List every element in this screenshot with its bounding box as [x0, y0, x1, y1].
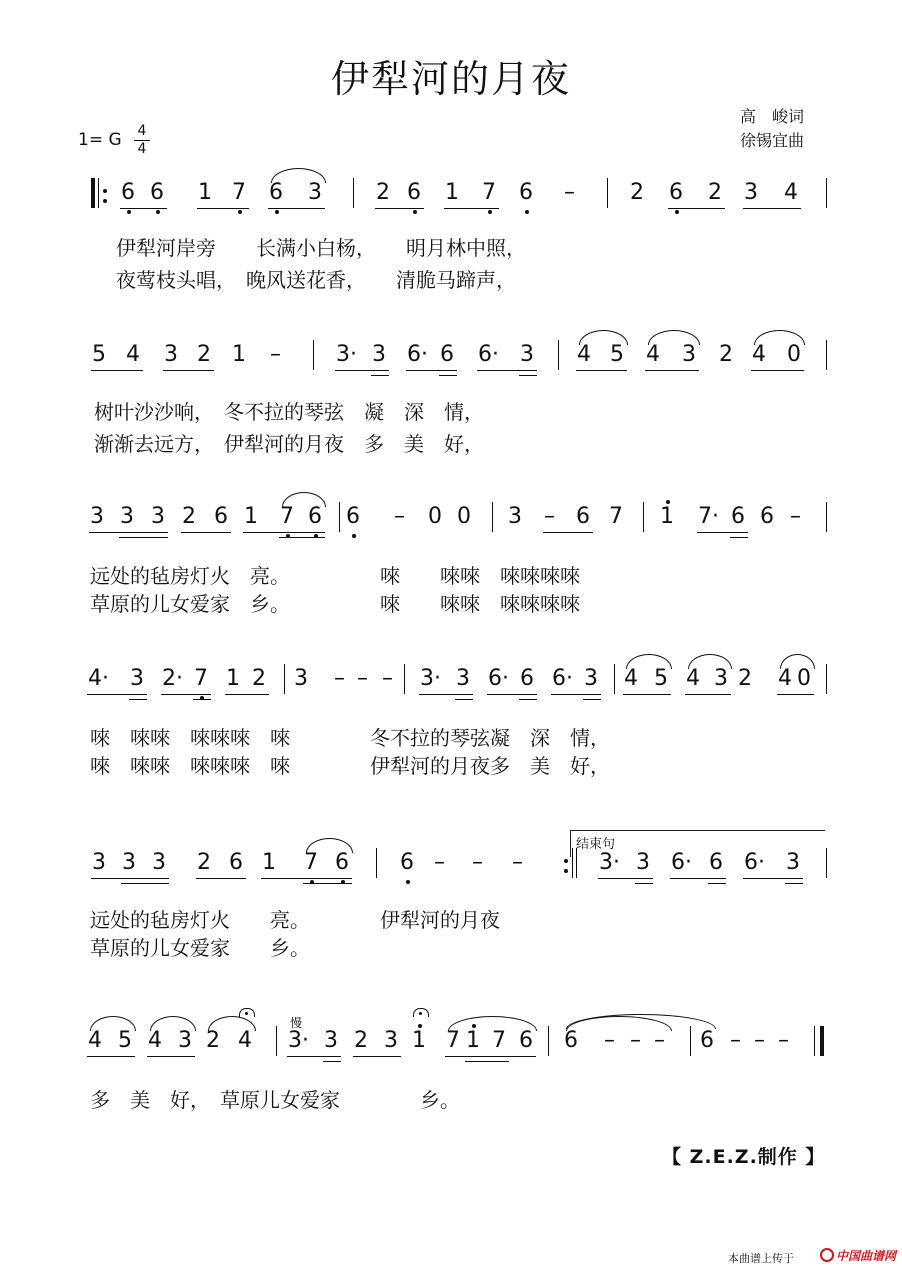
bar-line — [284, 664, 285, 694]
bar-line — [548, 1026, 549, 1056]
note: 7 — [609, 504, 623, 529]
duration-underline — [225, 694, 269, 695]
note: 6 — [760, 504, 774, 529]
upload-note: 本曲谱上传于 — [728, 1252, 794, 1265]
bar-line — [826, 340, 827, 370]
duration-underline — [487, 694, 537, 695]
note: 5 — [610, 342, 624, 367]
note: 7 — [280, 504, 294, 529]
note: 1 — [232, 342, 246, 367]
note: 4 — [238, 1028, 252, 1053]
duration-underline — [375, 208, 424, 209]
note: 3 — [120, 504, 134, 529]
note: 6 — [214, 504, 228, 529]
repeat-dot — [564, 859, 568, 863]
lower-octave-dot — [488, 210, 492, 214]
duration-underline — [193, 699, 211, 700]
duration-underline — [730, 537, 748, 538]
note: 7 — [194, 666, 208, 691]
note: 6· — [744, 850, 765, 875]
note: 4 — [577, 342, 591, 367]
note: 1 — [262, 850, 276, 875]
duration-underline — [668, 208, 725, 209]
note: 3 — [786, 850, 800, 875]
note: 3 — [130, 666, 144, 691]
note: 4 — [148, 1028, 162, 1053]
note: 6 — [669, 180, 683, 205]
final-barline — [820, 1026, 824, 1056]
bar-line — [690, 1026, 691, 1056]
note: 4 — [126, 342, 140, 367]
duration-underline — [121, 883, 169, 884]
note: 7 — [446, 1028, 460, 1053]
note: – — [730, 1028, 741, 1053]
tie-slur — [626, 654, 672, 669]
bar-line — [339, 502, 340, 532]
bar-line — [607, 178, 608, 208]
lyric-line: 伊犁河岸旁 长满小白杨， 明月林中照， — [116, 236, 526, 260]
duration-underline — [598, 878, 653, 879]
lower-octave-dot — [238, 210, 242, 214]
tie-slur — [90, 1016, 136, 1031]
note: 6· — [552, 666, 573, 691]
bar-line — [558, 340, 559, 370]
note: – — [394, 504, 405, 529]
lower-octave-dot — [275, 210, 279, 214]
note: 6 — [229, 850, 243, 875]
note: – — [754, 1028, 765, 1053]
note: 4 — [646, 342, 660, 367]
duration-underline — [445, 1056, 536, 1057]
lower-octave-dot — [156, 210, 160, 214]
note: 6 — [269, 180, 283, 205]
note: 6· — [488, 666, 509, 691]
note: 2 — [738, 666, 752, 691]
duration-underline — [323, 1061, 341, 1062]
note: 3 — [308, 180, 322, 205]
bar-line — [614, 664, 615, 694]
lyric-line: 夜莺枝头唱， 晚风送花香， 清脆马蹄声， — [116, 268, 516, 292]
bar-line — [826, 664, 827, 694]
bar-line — [98, 178, 99, 208]
tie-slur — [566, 1014, 716, 1029]
note: 2 — [708, 180, 722, 205]
note: 2 — [354, 1028, 368, 1053]
lyric-line: 远处的毡房灯火 亮。 伊犁河的月夜 — [90, 908, 500, 932]
note: 3· — [599, 850, 620, 875]
note: 3 — [178, 1028, 192, 1053]
note: 4 — [686, 666, 700, 691]
lyric-line: 草原的儿女爱家 乡。 唻 唻唻 唻唻唻唻 — [90, 592, 580, 616]
repeat-start-barline — [91, 178, 95, 208]
bar-line — [404, 664, 405, 694]
bar-line — [492, 502, 493, 532]
lower-octave-dot — [525, 210, 529, 214]
note: 3 — [152, 850, 166, 875]
duration-underline — [635, 883, 653, 884]
note: 6 — [308, 504, 322, 529]
tie-slur — [579, 330, 628, 345]
note: 3 — [714, 666, 728, 691]
duration-underline — [697, 532, 748, 533]
duration-underline — [623, 694, 671, 695]
duration-underline — [91, 878, 169, 879]
note: 7 — [232, 180, 246, 205]
tie-slur — [282, 492, 326, 507]
note: 6· — [407, 342, 428, 367]
duration-underline — [685, 694, 731, 695]
repeat-dot — [564, 869, 568, 873]
note: 2 — [197, 342, 211, 367]
note: 3· — [288, 1028, 309, 1053]
note: 3 — [90, 504, 104, 529]
tie-slur — [648, 330, 700, 345]
key-signature: 1= G — [78, 130, 122, 150]
note: 5 — [92, 342, 106, 367]
tie-slur — [780, 654, 815, 669]
note: 5 — [654, 666, 668, 691]
duration-underline — [161, 694, 211, 695]
duration-underline — [91, 370, 143, 371]
duration-underline — [287, 1056, 341, 1057]
tempo-marking: 慢 — [290, 1016, 303, 1030]
duration-underline — [335, 370, 389, 371]
tie-slur — [754, 330, 805, 345]
note: 7 — [482, 180, 496, 205]
note: 1 — [244, 504, 258, 529]
duration-underline — [406, 370, 457, 371]
note: 3 — [372, 342, 386, 367]
note: – — [472, 850, 483, 875]
duration-underline — [119, 537, 168, 538]
note: 6 — [346, 504, 360, 529]
note: 6 — [407, 180, 421, 205]
bar-line — [826, 502, 827, 532]
fermata-icon — [413, 1008, 429, 1017]
fermata-icon — [239, 1008, 255, 1017]
note: 3· — [336, 342, 357, 367]
note: 2 — [206, 1028, 220, 1053]
duration-underline — [197, 208, 249, 209]
note: 6 — [731, 504, 745, 529]
upper-octave-dot — [666, 500, 670, 504]
note: 1 — [466, 1028, 480, 1053]
logo-icon — [820, 1248, 834, 1262]
note: 6 — [519, 1028, 533, 1053]
duration-underline — [519, 699, 537, 700]
note: – — [270, 342, 281, 367]
bar-line — [814, 1026, 815, 1056]
lower-octave-dot — [406, 880, 410, 884]
song-title: 伊犁河的月夜 — [330, 57, 571, 101]
note: – — [790, 504, 801, 529]
tie-slur — [150, 1016, 196, 1031]
duration-underline — [751, 370, 804, 371]
duration-underline — [129, 699, 147, 700]
note: 2 — [182, 504, 196, 529]
note: 4 — [784, 180, 798, 205]
duration-underline — [777, 694, 814, 695]
note: 7 — [492, 1028, 506, 1053]
note: – — [778, 1028, 789, 1053]
lyric-line: 草原的儿女爱家 乡。 — [90, 936, 310, 960]
note: 4 — [624, 666, 638, 691]
note: – — [630, 1028, 641, 1053]
duration-underline — [785, 883, 803, 884]
duration-underline — [181, 532, 231, 533]
duration-underline — [303, 883, 352, 884]
made-by-credit: 【 Z.E.Z.制作 】 — [662, 1146, 826, 1168]
note: 1 — [445, 180, 459, 205]
note: 2 — [197, 850, 211, 875]
lower-octave-dot — [413, 210, 417, 214]
note: 2 — [252, 666, 266, 691]
duration-underline — [583, 699, 601, 700]
note: 6 — [519, 180, 533, 205]
duration-underline — [670, 878, 726, 879]
duration-underline — [444, 208, 499, 209]
duration-underline — [455, 699, 473, 700]
lyric-line: 唻 唻唻 唻唻唻 唻 伊犁河的月夜多 美 好， — [90, 754, 610, 778]
note: 3 — [92, 850, 106, 875]
note: 3 — [456, 666, 470, 691]
note: 7 — [304, 850, 318, 875]
bar-line — [313, 340, 314, 370]
site-logo: 中国曲谱网 — [820, 1247, 896, 1264]
note: 0 — [797, 666, 811, 691]
note: 3 — [151, 504, 165, 529]
repeat-dot — [103, 199, 107, 203]
note: 3 — [744, 180, 758, 205]
note: 0 — [457, 504, 471, 529]
note: 3 — [508, 504, 522, 529]
bar-line — [826, 178, 827, 208]
note: 6 — [150, 180, 164, 205]
bar-line — [276, 1026, 277, 1056]
note: 3 — [682, 342, 696, 367]
note: – — [334, 666, 345, 691]
bar-line — [376, 848, 377, 878]
note: 6· — [671, 850, 692, 875]
lyric-line: 远处的毡房灯火 亮。 唻 唻唻 唻唻唻唻 — [90, 564, 580, 588]
tie-slur — [208, 1016, 256, 1031]
lower-octave-dot — [675, 210, 679, 214]
duration-underline — [120, 208, 167, 209]
note: 4 — [752, 342, 766, 367]
note: 3 — [520, 342, 534, 367]
duration-underline — [147, 1056, 195, 1057]
duration-underline — [371, 375, 389, 376]
note: 3 — [584, 666, 598, 691]
note: 6· — [478, 342, 499, 367]
note: 1 — [198, 180, 212, 205]
upper-octave-dot — [418, 1024, 422, 1028]
note: 2 — [719, 342, 733, 367]
duration-underline — [261, 878, 352, 879]
note: 0 — [787, 342, 801, 367]
note: 1 — [226, 666, 240, 691]
duration-underline — [519, 375, 537, 376]
lower-octave-dot — [127, 210, 131, 214]
tie-slur — [448, 1016, 537, 1031]
duration-underline — [465, 1061, 509, 1062]
note: – — [357, 666, 368, 691]
time-signature-numerator: 4 — [137, 123, 147, 139]
note: 3 — [324, 1028, 338, 1053]
lyricist-credit: 高 峻词 — [740, 107, 805, 126]
duration-underline — [743, 208, 801, 209]
ending-label: 结束句 — [576, 837, 616, 852]
note: – — [434, 850, 445, 875]
bar-line — [353, 178, 354, 208]
lower-octave-dot — [352, 534, 356, 538]
duration-underline — [87, 694, 147, 695]
note: 6 — [121, 180, 135, 205]
note: 3 — [122, 850, 136, 875]
note: – — [544, 504, 555, 529]
note: 6 — [576, 504, 590, 529]
duration-underline — [279, 537, 325, 538]
note: 3 — [384, 1028, 398, 1053]
duration-underline — [439, 375, 457, 376]
note: 3 — [164, 342, 178, 367]
repeat-dot — [103, 189, 107, 193]
duration-underline — [419, 694, 473, 695]
note: 2 — [376, 180, 390, 205]
note: 6 — [700, 1028, 714, 1053]
composer-credit: 徐锡宜曲 — [740, 131, 805, 150]
duration-underline — [353, 1056, 401, 1057]
ending-bracket — [570, 830, 825, 857]
note: 4 — [88, 1028, 102, 1053]
duration-underline — [576, 370, 627, 371]
tie-slur — [688, 654, 732, 669]
time-signature-denominator: 4 — [137, 141, 147, 157]
note: 1 — [660, 504, 674, 529]
time-signature — [134, 124, 150, 157]
duration-underline — [268, 208, 325, 209]
note: 0 — [428, 504, 442, 529]
note: 6 — [335, 850, 349, 875]
note: 6 — [709, 850, 723, 875]
bar-line — [826, 848, 827, 878]
note: 3· — [420, 666, 441, 691]
note: – — [604, 1028, 615, 1053]
note: 1 — [412, 1028, 426, 1053]
note: – — [564, 180, 575, 205]
duration-underline — [743, 878, 803, 879]
note: 3 — [294, 666, 308, 691]
note: 3 — [636, 850, 650, 875]
note: 2 — [630, 180, 644, 205]
duration-underline — [477, 370, 537, 371]
tie-slur — [306, 838, 353, 853]
note: 6 — [400, 850, 414, 875]
note: – — [654, 1028, 665, 1053]
tie-slur — [271, 168, 326, 183]
note: 4 — [778, 666, 792, 691]
lyric-line: 唻 唻唻 唻唻唻 唻 冬不拉的琴弦凝 深 情， — [90, 726, 610, 750]
lyric-line: 树叶沙沙响， 冬不拉的琴弦 凝 深 情， — [94, 400, 484, 424]
duration-underline — [708, 883, 726, 884]
note: 4· — [88, 666, 109, 691]
duration-underline — [87, 1056, 135, 1057]
duration-underline — [196, 878, 246, 879]
lyric-line: 渐渐去远方， 伊犁河的月夜 多 美 好， — [94, 432, 484, 456]
duration-underline — [543, 532, 593, 533]
duration-underline — [163, 370, 214, 371]
bar-line — [643, 502, 644, 532]
note: – — [382, 666, 393, 691]
duration-underline — [243, 532, 325, 533]
duration-underline — [551, 694, 601, 695]
note: 7· — [698, 504, 719, 529]
note: 6 — [520, 666, 534, 691]
note: 6 — [440, 342, 454, 367]
lyric-line: 多 美 好， 草原儿女爱家 乡。 — [90, 1088, 460, 1112]
note: 5 — [118, 1028, 132, 1053]
note: – — [512, 850, 523, 875]
duration-underline — [89, 532, 168, 533]
duration-underline — [645, 370, 699, 371]
note: 6 — [564, 1028, 578, 1053]
note: 2· — [162, 666, 183, 691]
